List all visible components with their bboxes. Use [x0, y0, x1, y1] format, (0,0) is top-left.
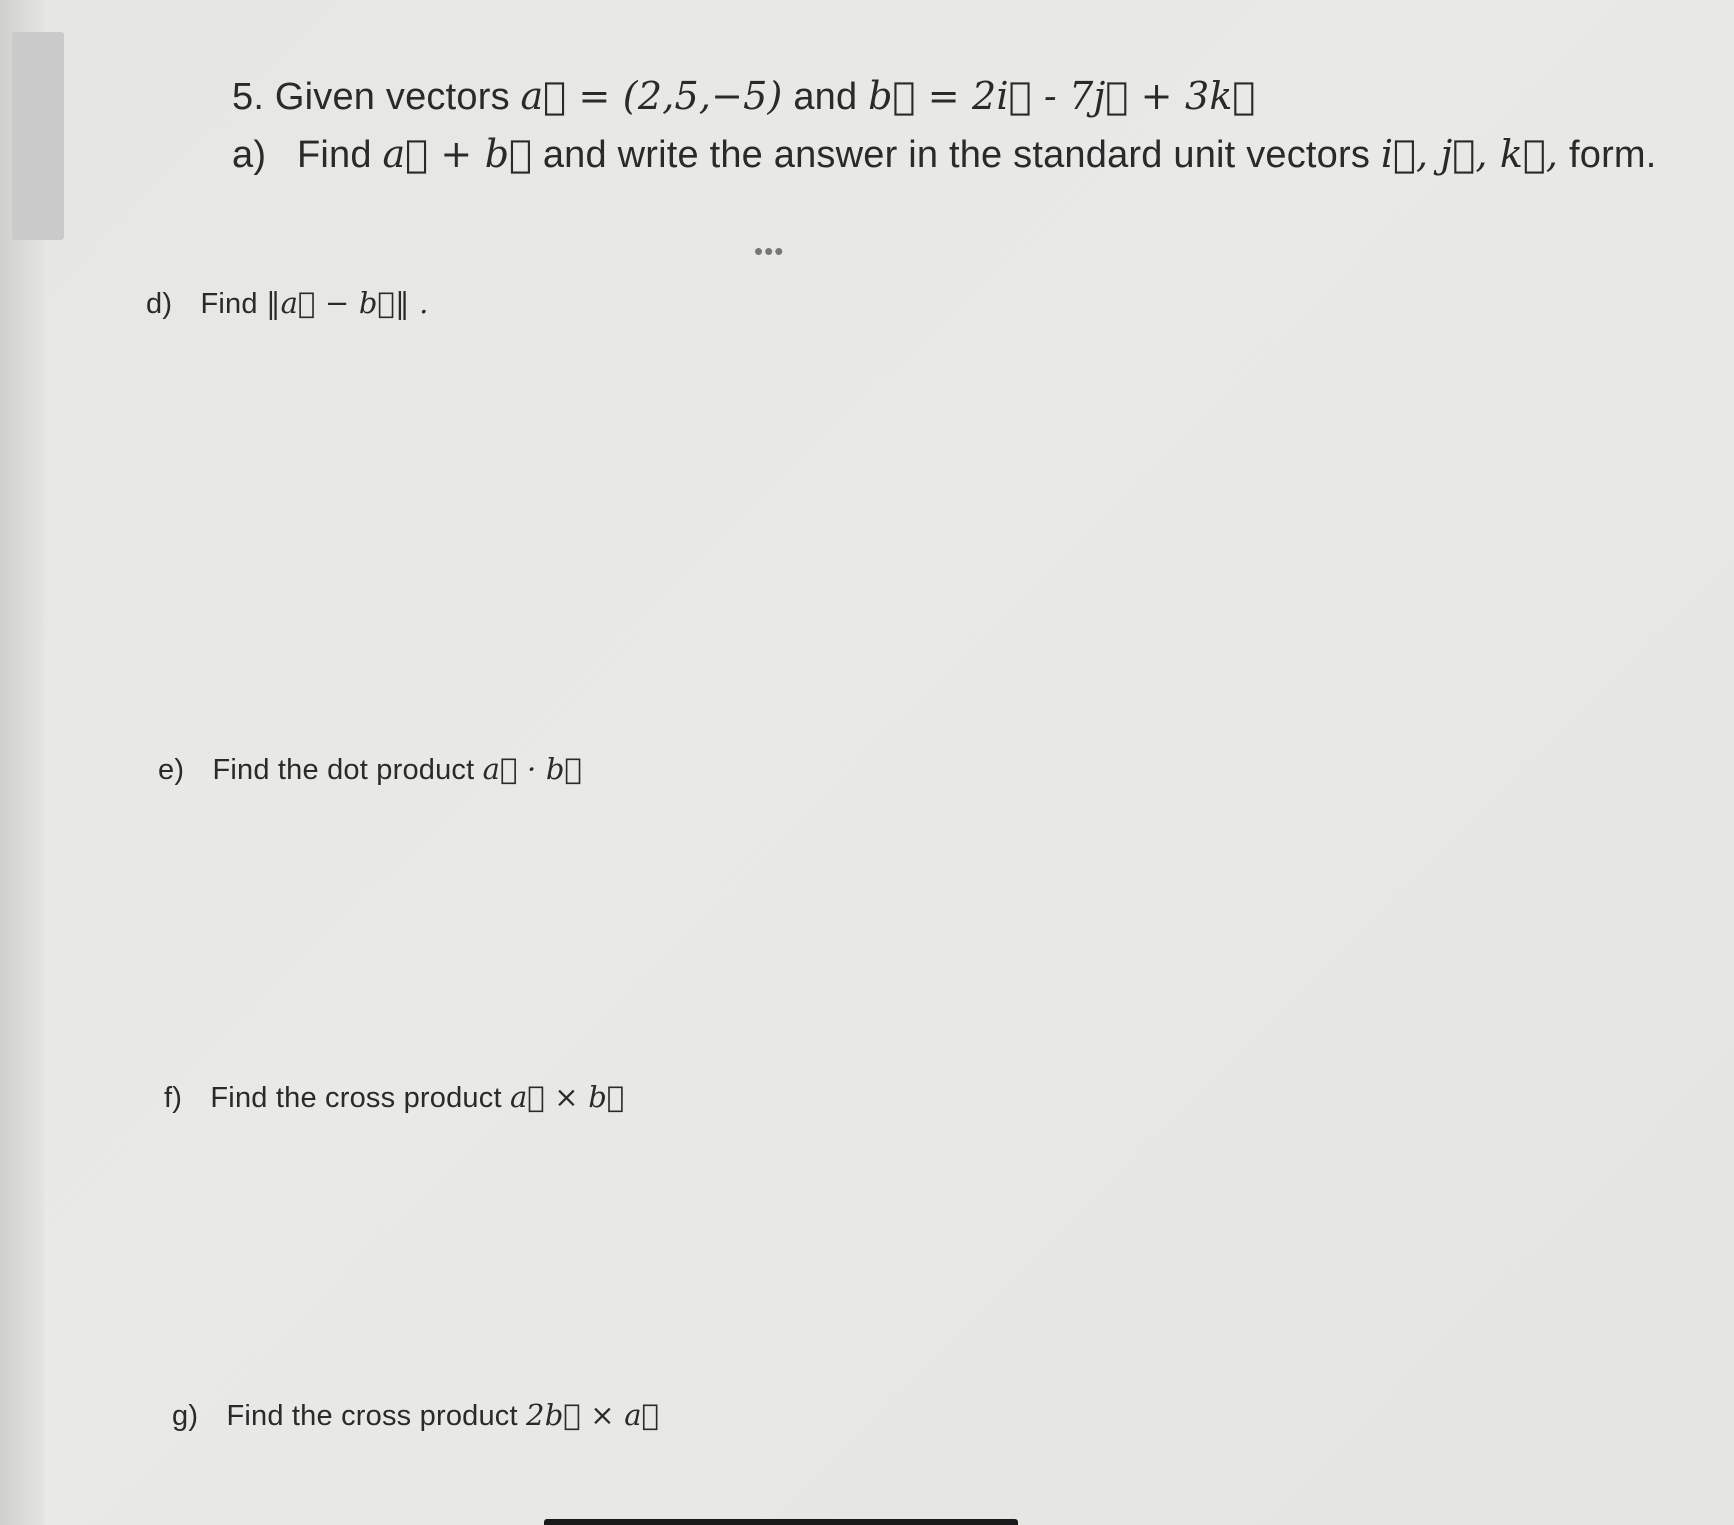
part-e-label: e)	[158, 754, 185, 786]
part-g-text: Find the cross product	[226, 1400, 518, 1432]
part-a-expression: a⃗ + b⃗	[382, 132, 533, 176]
question-number: 5.	[232, 76, 265, 118]
part-e-expression: a⃗ · b⃗	[482, 752, 582, 786]
part-d-expression: ‖a⃗ − b⃗‖ .	[265, 286, 429, 320]
screen-bottom-bar	[544, 1519, 1018, 1525]
question-intro: Given vectors	[274, 76, 510, 118]
part-a	[232, 132, 1657, 177]
part-a-find: Find	[296, 134, 372, 176]
part-g-label: g)	[172, 1400, 199, 1432]
part-g	[172, 1398, 659, 1433]
part-a-tail: form.	[1568, 134, 1657, 176]
part-g-expression: 2b⃗ × a⃗	[526, 1398, 660, 1432]
part-d	[146, 286, 429, 321]
unit-vectors: i⃗, j⃗, k⃗,	[1380, 132, 1559, 176]
more-options-icon[interactable]: •••	[754, 236, 785, 266]
part-e-text: Find the dot product	[212, 754, 475, 786]
part-f-label: f)	[164, 1082, 183, 1114]
margin-tab	[12, 32, 64, 240]
vector-b-definition: b⃗ = 2i⃗ - 7j⃗ + 3k⃗	[868, 74, 1256, 118]
part-f-expression: a⃗ × b⃗	[509, 1080, 625, 1114]
part-a-text: and write the answer in the standard unit vectors	[542, 134, 1371, 176]
part-e	[158, 752, 582, 787]
part-a-label: a)	[232, 134, 267, 176]
and-word: and	[793, 76, 858, 118]
part-d-text: Find	[200, 288, 258, 320]
part-f	[164, 1080, 624, 1115]
part-d-label: d)	[146, 288, 173, 320]
question-5-statement	[232, 74, 1255, 119]
vector-a-definition: a⃗ = (2,5,−5)	[520, 74, 783, 118]
part-f-text: Find the cross product	[210, 1082, 502, 1114]
